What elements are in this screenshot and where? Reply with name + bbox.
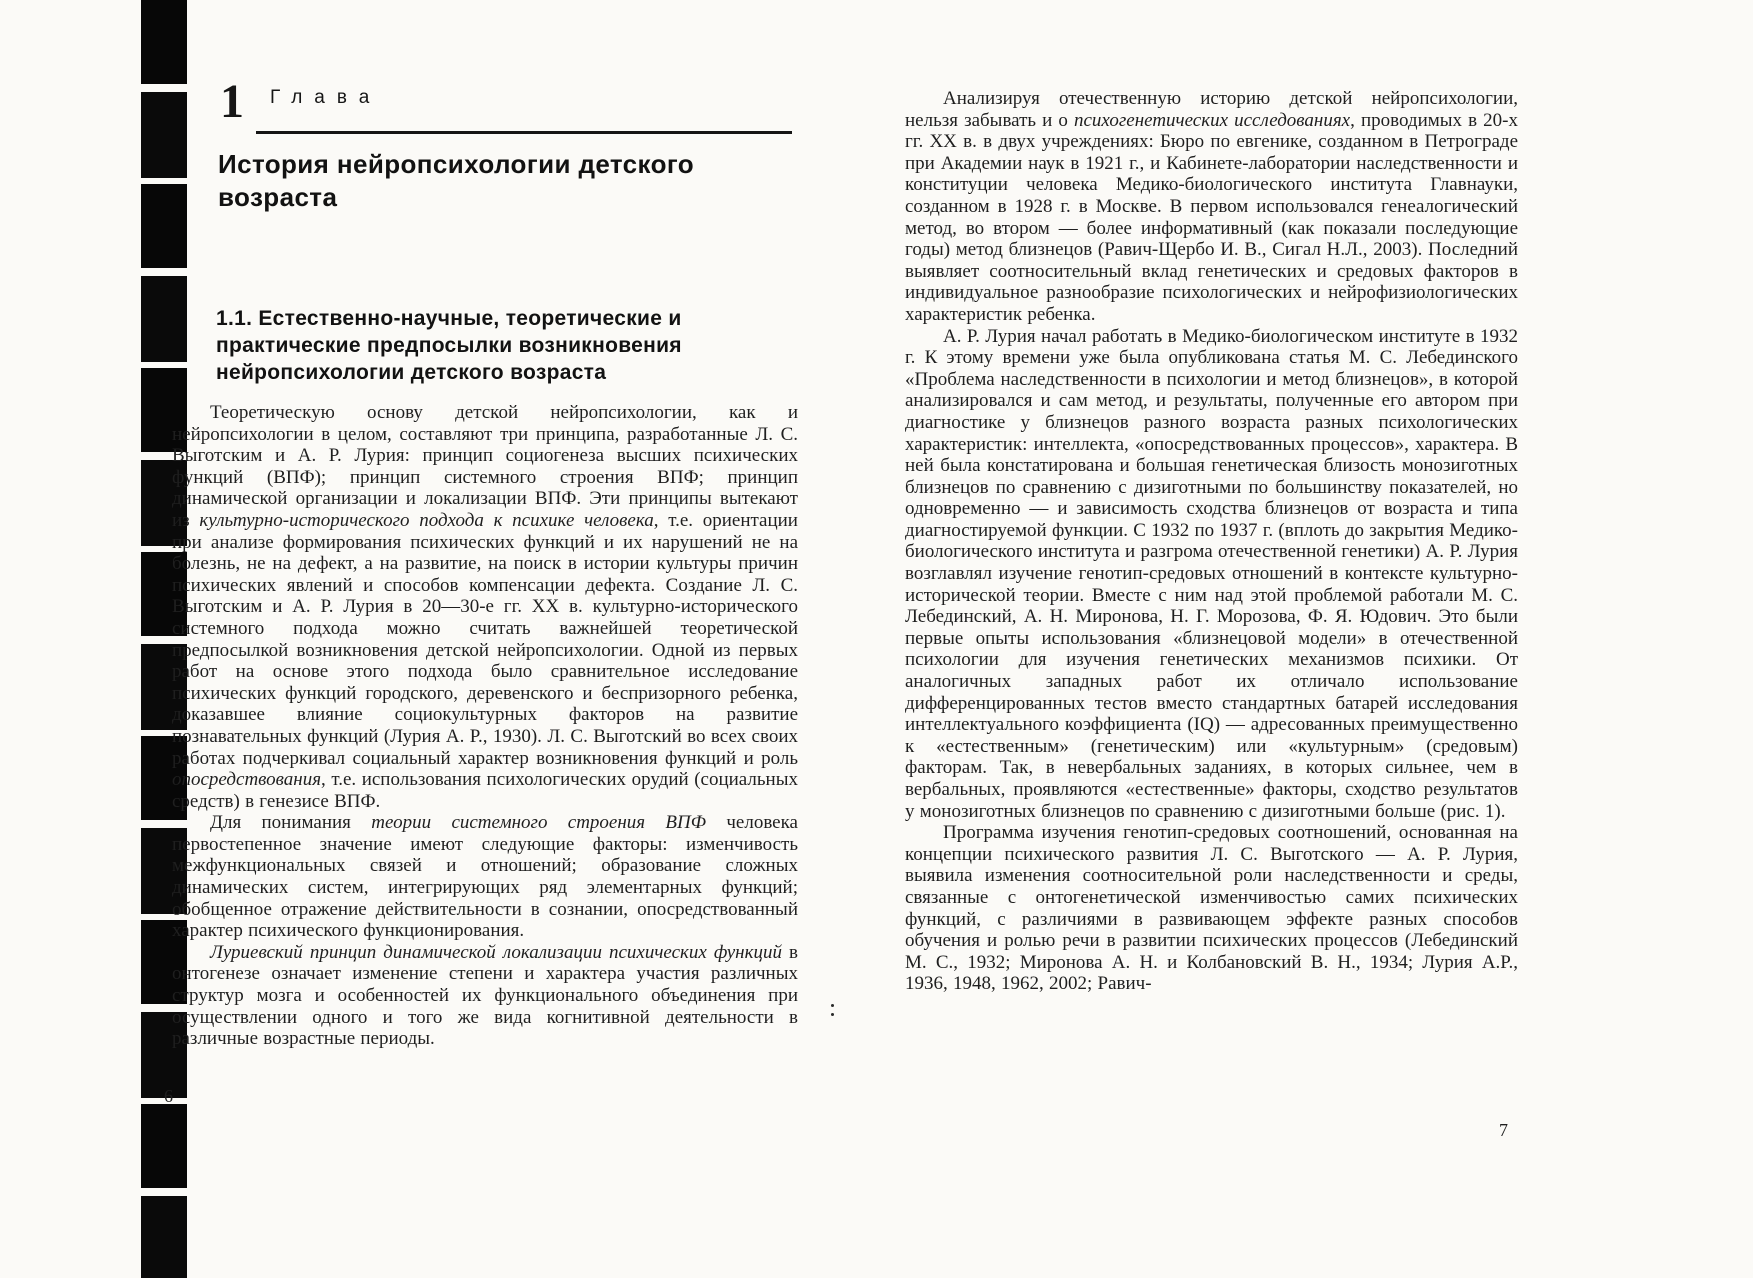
chapter-label: Глава bbox=[270, 87, 382, 108]
paragraph: Теоретическую основу детской нейропсихологии, как и нейропсихологии в целом, составляют три принципа, разработанные Л. С. Выготским и А. Р. Лурия: принцип социогенеза высших психических функций (ВПФ); принцип системного строения ВПФ; принцип динамической организации и локализации ВПФ. Эти принципы вытекают из культурно-исторического подхода к психике человека, т.е. ориентации при анализе формирования психических функций и их нарушений не на болезнь, не на дефект, а на развитие, на поиск в истории культуры причин психических явлений и способов компенсации дефекта. Создание Л. С. Выготским и А. Р. Лурия в 20—30-е гг. XX в. культурно-исторического системного подхода можно считать важнейшей теоретической предпосылкой возникновения детской нейропсихологии. Одной из первых работ на основе этого подхода было сравнительное исследование психических функций городского, деревенского и беспризорного ребенка, доказавшее влияние социокультурных факторов на развитие познавательных функций (Лурия А. Р., 1930). Л. С. Выготский во всех своих работах подчеркивал социальный характер возникновения функций и роль опосредствования, т.е. использования психологических орудий (социальных средств) в генезисе ВПФ. bbox=[172, 402, 798, 812]
paragraph: Для понимания теории системного строения ВПФ человека первостепенное значение имеют следующие факторы: изменчивость межфункциональных связей и отношений; образование сложных динамических систем, интегрирующих ряд элементарных функций; обобщенное отражение действительности в сознании, опосредствованный характер психического функционирования. bbox=[172, 812, 798, 942]
right-page bbox=[905, 0, 1518, 1278]
chapter-rule bbox=[256, 131, 792, 134]
right-page-body bbox=[905, 88, 1518, 995]
page-number: 6 bbox=[164, 1086, 173, 1106]
left-page bbox=[164, 0, 798, 1278]
paragraph: Программа изучения генотип-средовых соотношений, основанная на концепции психического развития Л. С. Выготского — А. Р. Лурия, выявила изменения соотносительной роли наследственности и среды, связанные с онтогенетической изменчивостью самих психических функций, с различиями в развивающем эффекте разных способов обучения и ролью речи в развитии психических процессов (Лебединский М. С., 1932; Миронова А. Н. и Колбановский В. Н., 1934; Лурия А.Р., 1936, 1948, 1962, 2002; Равич- bbox=[905, 822, 1518, 995]
chapter-title: История нейропсихологии детского возраста bbox=[218, 149, 695, 212]
paragraph: Анализируя отечественную историю детской нейропсихологии, нельзя забывать и о психогенетических исследованиях, проводимых в 20-х гг. XX в. в двух учреждениях: Бюро по евгенике, созданном в Петрограде при Академии наук в 1921 г., и Кабинете-лаборатории наследственности и конституции человека Медико-биологического института Главнауки, созданном в 1928 г. в Москве. В первом использовался генеалогический метод, во втором — более информативный (как показали последующие годы) метод близнецов (Равич-Щербо И. В., Сигал Н.Л., 2003). Последний выявляет соотносительный вклад генетических и средовых факторов в индивидуальное разнообразие психологических и нейрофизиологических характеристик ребенка. bbox=[905, 88, 1518, 325]
page-number: 7 bbox=[1499, 1120, 1508, 1140]
paragraph: Луриевский принцип динамической локализации психических функций в онтогенезе означает изменение степени и характера участия различных структур мозга и особенностей их функционального объединения при осуществлении одного и того же вида когнитивной деятельности в различные возрастные периоды. bbox=[172, 941, 798, 1050]
chapter-header bbox=[220, 75, 382, 128]
scan-artifact bbox=[831, 1004, 834, 1007]
section-heading: 1.1. Естественно-научные, теоретические и практические предпосылки возникновения нейропсихологии детского возраста bbox=[216, 307, 682, 384]
paragraph: А. Р. Лурия начал работать в Медико-биологическом институте в 1932 г. К этому времени уже была опубликована статья М. С. Лебединского «Проблема наследственности в психологии и метод близнецов», в которой анализировался и сам метод, и результаты, полученные его автором при диагностике у близнецов разного возраста разных психологических характеристик: интеллекта, «опосредствованных процессов», характера. В ней была констатирована и большая генетическая близость монозиготных близнецов по сравнению с дизиготными по большинству показателей, но одновременно — и зависимость сходства близнецов от возраста и типа диагностируемой функции. С 1932 по 1937 г. (вплоть до закрытия Медико-биологического института и разгрома отечественной генетики) А. Р. Лурия возглавлял изучение генотип-средовых отношений в контексте культурно-исторической теории. Вместе с ним над этой проблемой работали М. С. Лебединский, А. Н. Миронова, Н. Г. Морозова, Ф. Я. Юдович. Это были первые опыты использования «близнецовой модели» в отечественной психологии для изучения генетических механизмов психики. От аналогичных западных работ их отличало использование дифференцированных тестов вместо стандартных батарей исследования интеллектуального коэффициента (IQ) — адресованных преимущественно к «естественным» (генетическим) или «культурным» (средовым) факторам. Так, в невербальных заданиях, в которых сильнее, чем в вербальных, проявляются «естественные» факторы, сходство результатов у монозиготных близнецов по сравнению с дизиготными больше (рис. 1). bbox=[905, 325, 1518, 822]
chapter-number: 1 bbox=[220, 75, 244, 128]
left-page-body bbox=[172, 402, 798, 1050]
